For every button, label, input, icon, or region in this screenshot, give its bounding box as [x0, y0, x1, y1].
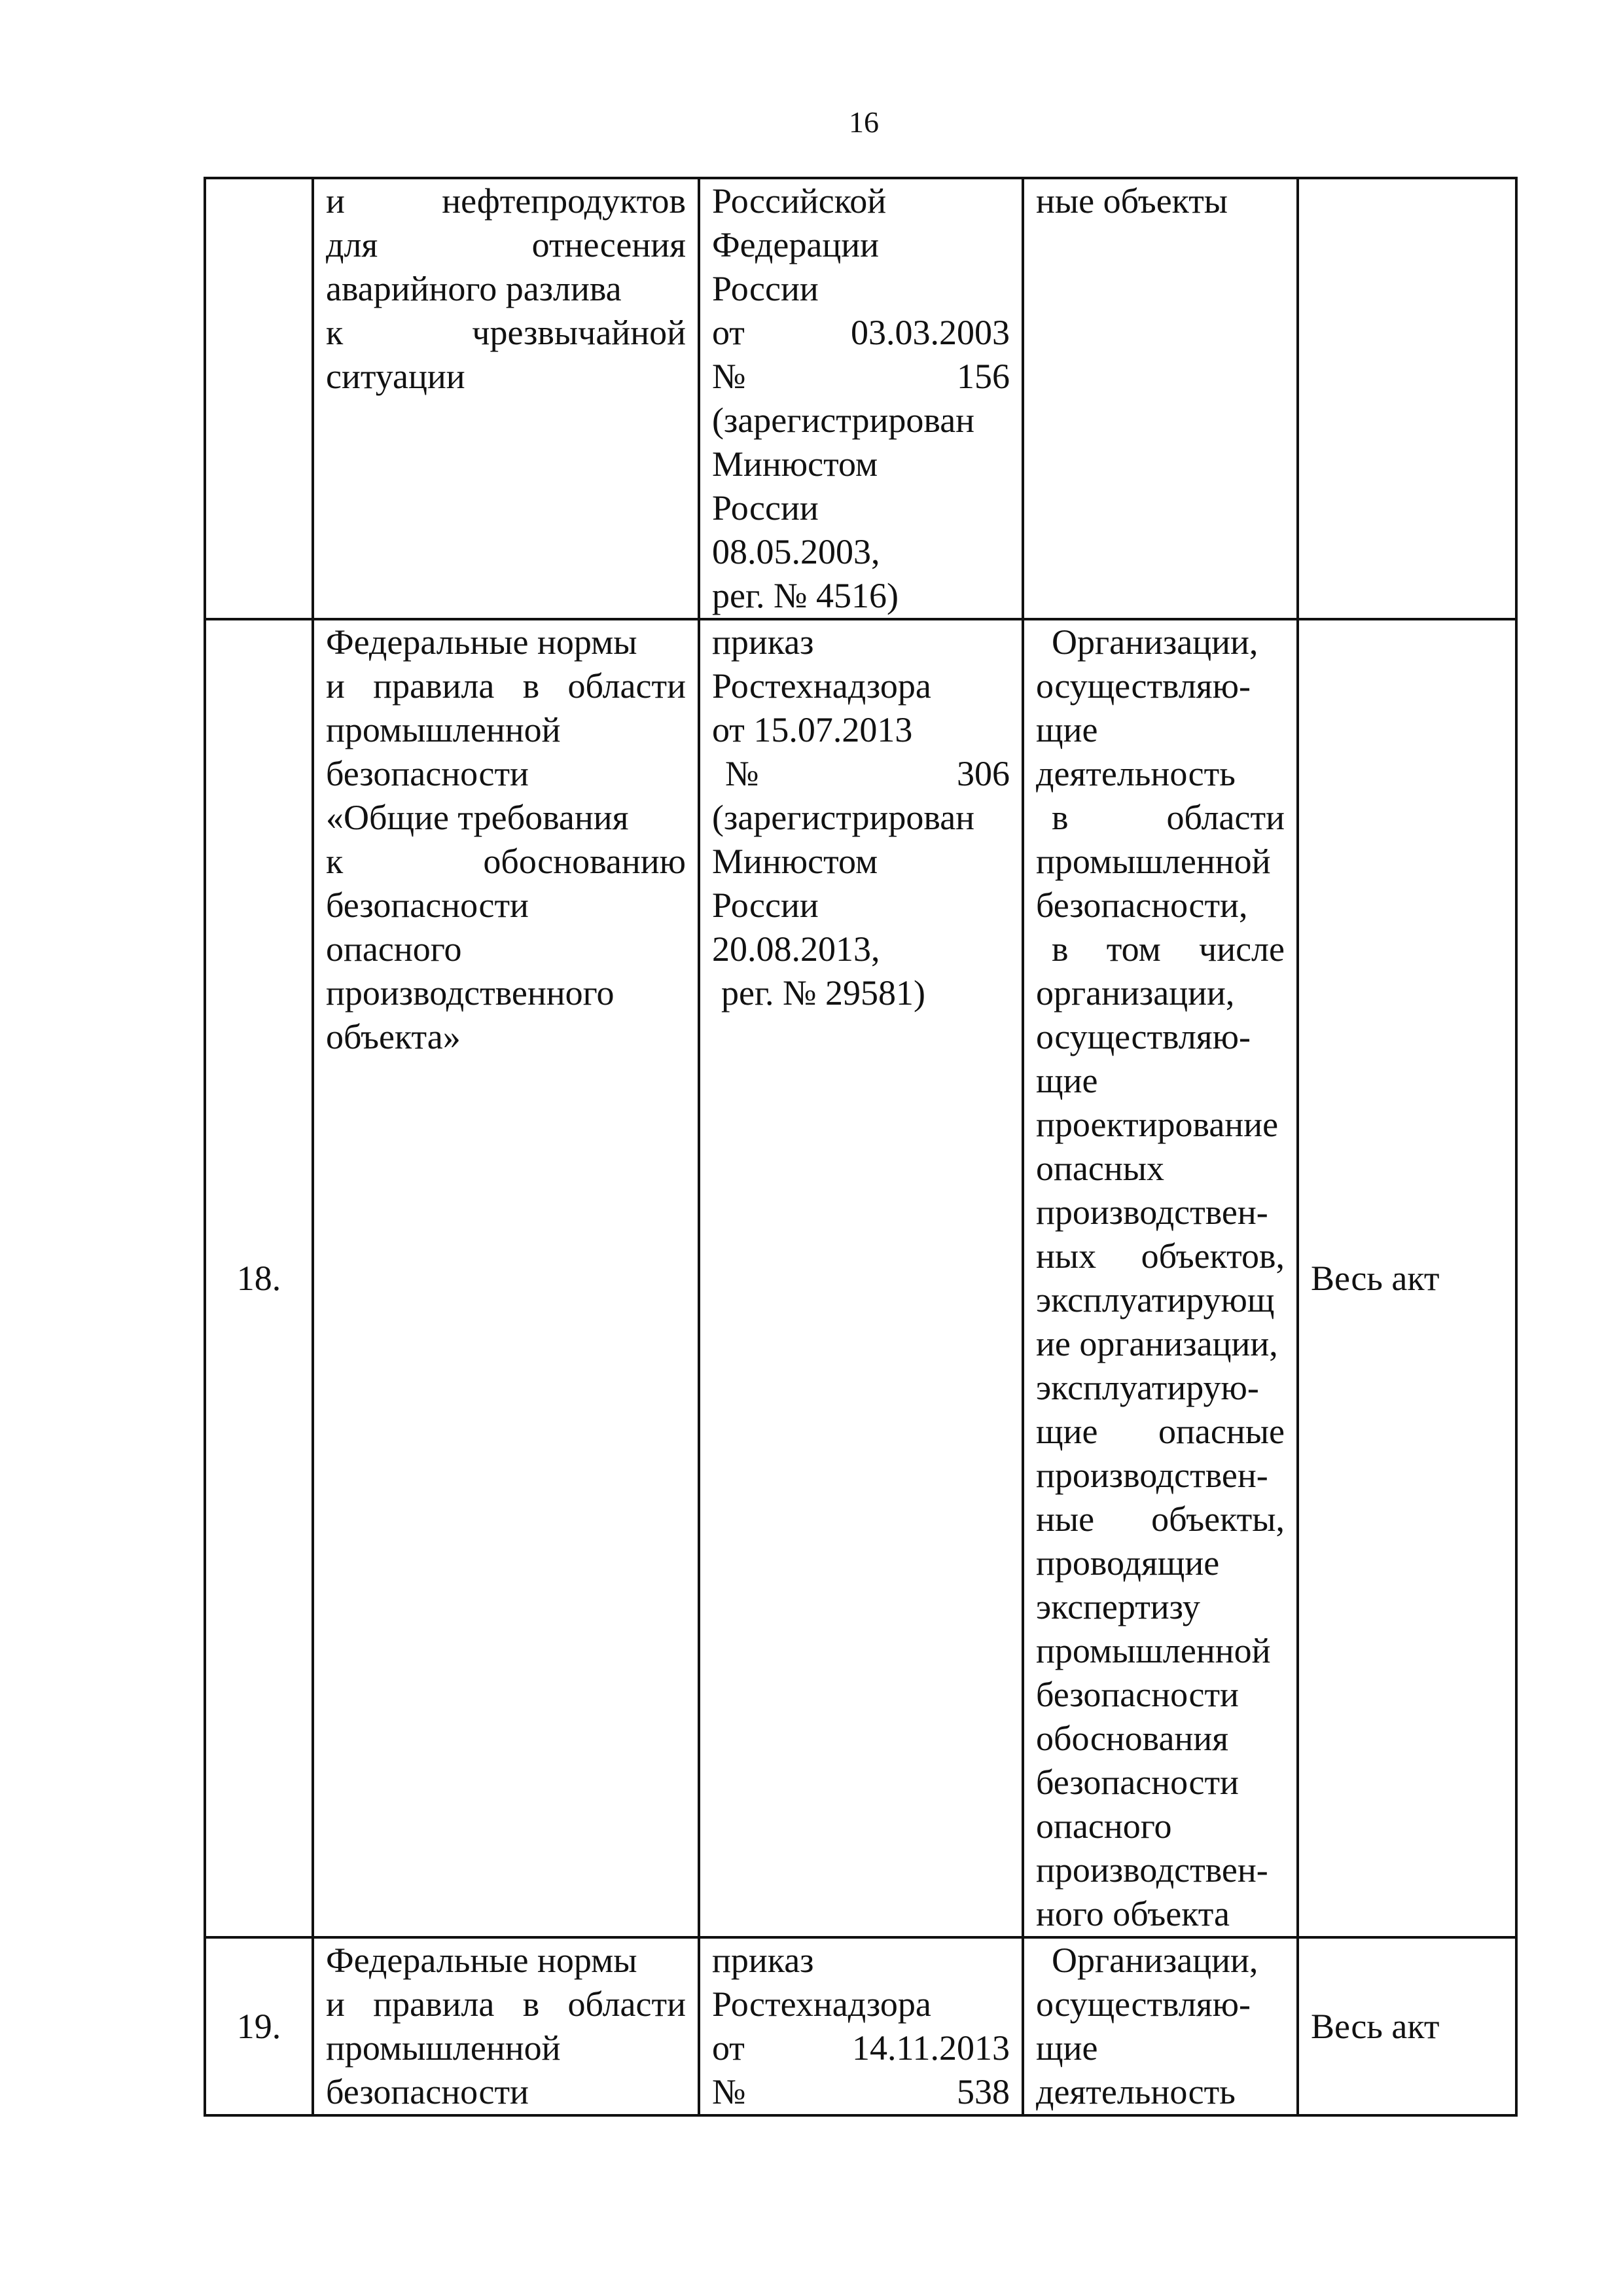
subjects-line: осуществляю-	[1036, 666, 1251, 706]
subjects-line: опасных	[1036, 1149, 1165, 1188]
subjects-line: Организации,	[1052, 1941, 1258, 1980]
table-row	[205, 178, 1516, 619]
act-name-line: аварийного разлива	[326, 269, 622, 308]
scope-cell	[1298, 178, 1516, 619]
subjects-line: деятельность	[1036, 754, 1236, 793]
subjects-cell	[1023, 178, 1298, 619]
subjects-line: безопасности	[1036, 1675, 1239, 1714]
subjects-line: промышленной	[1036, 842, 1271, 881]
act-name-cell	[313, 1937, 699, 2115]
approving-document-cell	[699, 1937, 1023, 2115]
approving-document-cell	[699, 178, 1023, 619]
document-line: № 306	[725, 754, 1010, 793]
act-name-line: Федеральные нормы	[326, 1941, 637, 1980]
subjects-line: производствен-	[1036, 1850, 1268, 1890]
subjects-line: ных объектов,	[1036, 1236, 1285, 1276]
subjects-line: ные объекты,	[1036, 1499, 1285, 1539]
scope-cell: Весь акт	[1298, 1937, 1516, 2115]
subjects-line: обоснования	[1036, 1719, 1229, 1758]
subjects-line: производствен-	[1036, 1193, 1268, 1232]
act-name-line: безопасности	[326, 886, 529, 925]
act-name-line: к чрезвычайной	[326, 313, 686, 352]
subjects-line: в том числе	[1052, 929, 1285, 969]
subjects-line: щие	[1036, 1061, 1098, 1100]
subjects-line: экспертизу	[1036, 1587, 1200, 1626]
document-line: Минюстом	[712, 842, 878, 881]
subjects-cell	[1023, 619, 1298, 1937]
subjects-line: осуществляю-	[1036, 1017, 1251, 1056]
row-number-cell	[205, 178, 313, 619]
subjects-line: эксплуатирую-	[1036, 1368, 1259, 1407]
document-line: от 14.11.2013	[712, 2028, 1010, 2068]
act-name-line: и правила в области	[326, 666, 686, 706]
act-name-line: для отнесения	[326, 225, 686, 264]
subjects-cell	[1023, 1937, 1298, 2115]
document-line: России	[712, 886, 819, 925]
act-name-line: и правила в области	[326, 1984, 686, 2024]
subjects-line: производствен-	[1036, 1456, 1268, 1495]
act-name-cell	[313, 619, 699, 1937]
subjects-line: проводящие	[1036, 1543, 1220, 1583]
act-name-line: промышленной	[326, 2028, 561, 2068]
legal-acts-table	[204, 177, 1518, 2117]
document-line: от 15.07.2013	[712, 710, 913, 749]
act-name-line: и нефтепродуктов	[326, 181, 686, 221]
act-name-line: ситуации	[326, 357, 465, 396]
subjects-line: деятельность	[1036, 2072, 1236, 2111]
act-name-line: производственного	[326, 973, 615, 1013]
document-line: 08.05.2003,	[712, 532, 880, 571]
subjects-line: организации,	[1036, 973, 1235, 1013]
act-name-line: объекта»	[326, 1017, 461, 1056]
subjects-line: щие	[1036, 710, 1098, 749]
act-name-line: к обоснованию	[326, 842, 686, 881]
subjects-line: ного объекта	[1036, 1894, 1230, 1933]
act-name-cell	[313, 178, 699, 619]
subjects-line: ие организации,	[1036, 1324, 1278, 1363]
subjects-line: в области	[1052, 798, 1285, 837]
document-line: от 03.03.2003	[712, 313, 1010, 352]
table-row	[205, 619, 1516, 1937]
act-name-line: «Общие требования	[326, 798, 629, 837]
subjects-line: безопасности,	[1036, 886, 1248, 925]
act-name-line: безопасности	[326, 2072, 529, 2111]
subjects-line: безопасности	[1036, 1763, 1239, 1802]
document-line: Минюстом	[712, 444, 878, 484]
document-line: рег. № 4516)	[712, 576, 899, 615]
table-row	[205, 1937, 1516, 2115]
document-line: России	[712, 488, 819, 528]
subjects-line: ные объекты	[1036, 181, 1228, 221]
act-name-line: безопасности	[326, 754, 529, 793]
document-line: приказ	[712, 622, 814, 662]
document-line: рег. № 29581)	[721, 973, 926, 1013]
document-line: (зарегистрирован	[712, 798, 975, 837]
row-number-cell: 19.	[205, 1937, 313, 2115]
subjects-line: осуществляю-	[1036, 1984, 1251, 2024]
act-name-line: опасного	[326, 929, 462, 969]
document-line: России	[712, 269, 819, 308]
subjects-line: промышленной	[1036, 1631, 1271, 1670]
subjects-line: щие опасные	[1036, 1412, 1285, 1451]
document-line: Российской	[712, 181, 887, 221]
scope-cell: Весь акт	[1298, 619, 1516, 1937]
page-number: 16	[849, 105, 879, 139]
document-line: Федерации	[712, 225, 880, 264]
document-line: № 538	[712, 2072, 1010, 2111]
subjects-line: Организации,	[1052, 622, 1258, 662]
subjects-line: опасного	[1036, 1806, 1172, 1846]
document-line: Ростехнадзора	[712, 666, 931, 706]
row-number-cell: 18.	[205, 619, 313, 1937]
document-line: 20.08.2013,	[712, 929, 880, 969]
document-line: № 156	[712, 357, 1010, 396]
subjects-line: щие	[1036, 2028, 1098, 2068]
subjects-line: эксплуатирующ	[1036, 1280, 1275, 1319]
document-line: Ростехнадзора	[712, 1984, 931, 2024]
act-name-line: Федеральные нормы	[326, 622, 637, 662]
subjects-line: проектирование	[1036, 1105, 1279, 1144]
document-line: (зарегистрирован	[712, 401, 975, 440]
document-line: приказ	[712, 1941, 814, 1980]
act-name-line: промышленной	[326, 710, 561, 749]
approving-document-cell	[699, 619, 1023, 1937]
